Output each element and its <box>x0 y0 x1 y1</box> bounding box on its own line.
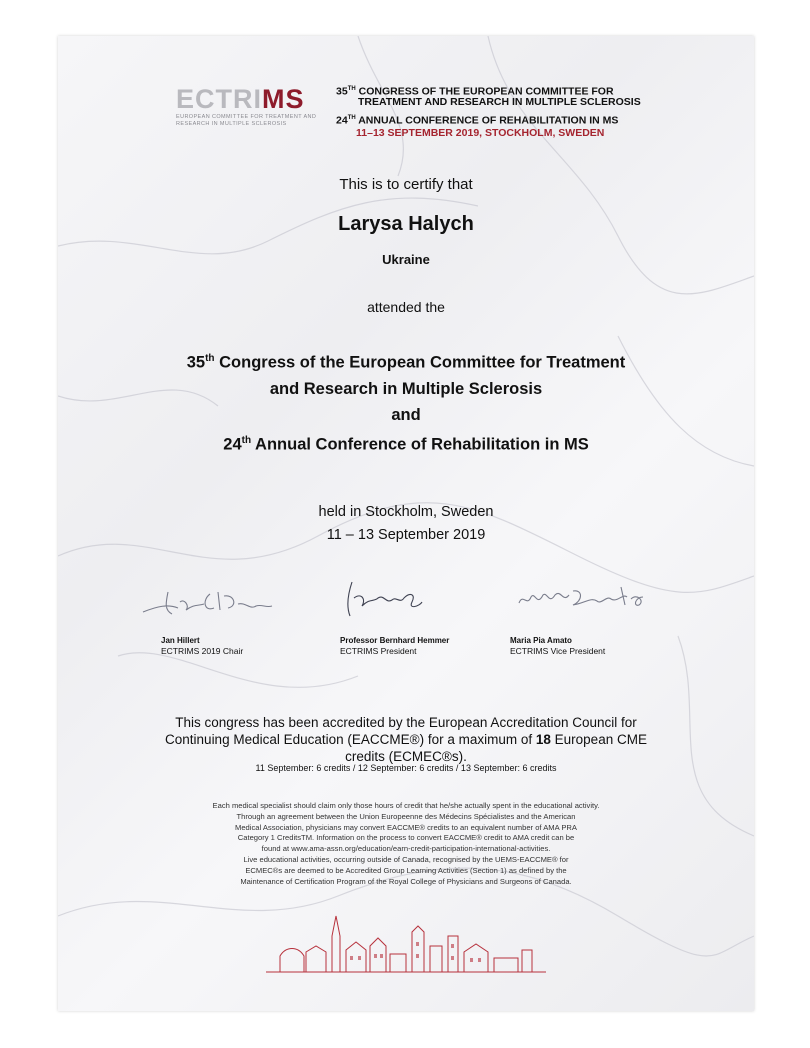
held-line: held in Stockholm, Sweden <box>318 504 494 520</box>
signatory-2 <box>340 636 449 656</box>
signatory-name: Jan Hillert <box>161 636 200 645</box>
signature-jan-hillert <box>138 584 288 624</box>
attended-text: attended the <box>367 299 445 315</box>
daily-credits: 11 September: 6 credits / 12 September: 6 credits / 13 September: 6 credits <box>255 763 557 773</box>
fine-line: Live educational activities, occurring outside of Canada, recognised by the UEMS-EACCME® for <box>243 854 569 864</box>
signature-bernhard-hemmer <box>340 576 440 621</box>
event2-line: 24th Annual Conference of Rehabilitation in MS <box>223 434 589 453</box>
header-line-4: 11–13 SEPTEMBER 2019, STOCKHOLM, SWEDEN <box>356 127 605 139</box>
fine-line: Through an agreement between the Union Europeenne des Médecins Spécialistes and the American <box>236 811 576 821</box>
event1-line2: and Research in Multiple Sclerosis <box>269 379 543 398</box>
fine-print <box>158 801 654 887</box>
fine-line: Maintenance of Certification Program of the Royal College of Physicians and Surgeons of Canada. <box>240 876 572 886</box>
fine-line: ECMEC®s are deemed to be Accredited Group Learning Activities (Section 1) as defined by the <box>245 865 567 875</box>
certify-text: This is to certify that <box>339 176 473 193</box>
signatory-3 <box>510 636 605 656</box>
event-title <box>58 346 754 457</box>
venue-dates <box>58 501 754 547</box>
accreditation-line-3: credits (ECMEC®s). <box>345 749 467 764</box>
event1-line1: 35th Congress of the European Committee for Treatment <box>186 353 626 372</box>
logo-ectri: ECTRI <box>176 84 262 114</box>
signature-maria-pia-amato <box>513 581 663 616</box>
signatory-1 <box>161 636 243 656</box>
recipient-country: Ukraine <box>382 252 430 267</box>
signatory-title: ECTRIMS 2019 Chair <box>161 646 244 656</box>
signatory-name: Professor Bernhard Hemmer <box>340 636 450 645</box>
stockholm-skyline-illustration <box>266 906 546 976</box>
credit-count: 18 <box>535 732 551 747</box>
fine-line: Category 1 CreditsTM. Information on the process to convert EACCME® credit to AMA credit can be <box>237 833 575 843</box>
logo-tagline: EUROPEAN COMMITTEE FOR TREATMENT AND RESEARCH IN MULTIPLE SCLEROSIS <box>176 114 317 127</box>
fine-line: found at www.ama-assn.org/education/earn-credit-participation-international-activities. <box>261 844 551 854</box>
fine-line: Each medical specialist should claim only those hours of credit that he/she actually spent in the educational activity. <box>212 801 600 810</box>
header-line-1: 35TH CONGRESS OF THE EUROPEAN COMMITTEE FOR <box>336 85 614 98</box>
certificate-sheet <box>58 36 754 1011</box>
logo-ms: MS <box>262 84 305 114</box>
header-line-2: TREATMENT AND RESEARCH IN MULTIPLE SCLEROSIS <box>358 96 641 108</box>
accreditation-text <box>58 714 754 765</box>
fine-line: Medical Association, physicians may convert EACCME® credits to an equivalent number of AMA PRA <box>235 822 577 832</box>
header-line-3: 24TH ANNUAL CONFERENCE OF REHABILITATION IN MS <box>336 114 619 127</box>
and-text: and <box>391 405 421 424</box>
accreditation-line-1: This congress has been accredited by the European Accreditation Council for <box>175 715 637 730</box>
dates-line: 11 – 13 September 2019 <box>326 527 486 543</box>
recipient-name: Larysa Halych <box>338 213 474 235</box>
signatory-name: Maria Pia Amato <box>510 636 572 645</box>
ectrims-logo <box>176 84 305 115</box>
signatory-title: ECTRIMS Vice President <box>510 646 606 656</box>
signatory-title: ECTRIMS President <box>340 646 417 656</box>
accreditation-line-2: Continuing Medical Education (EACCME®) for a maximum of 18 European CME <box>165 732 647 747</box>
